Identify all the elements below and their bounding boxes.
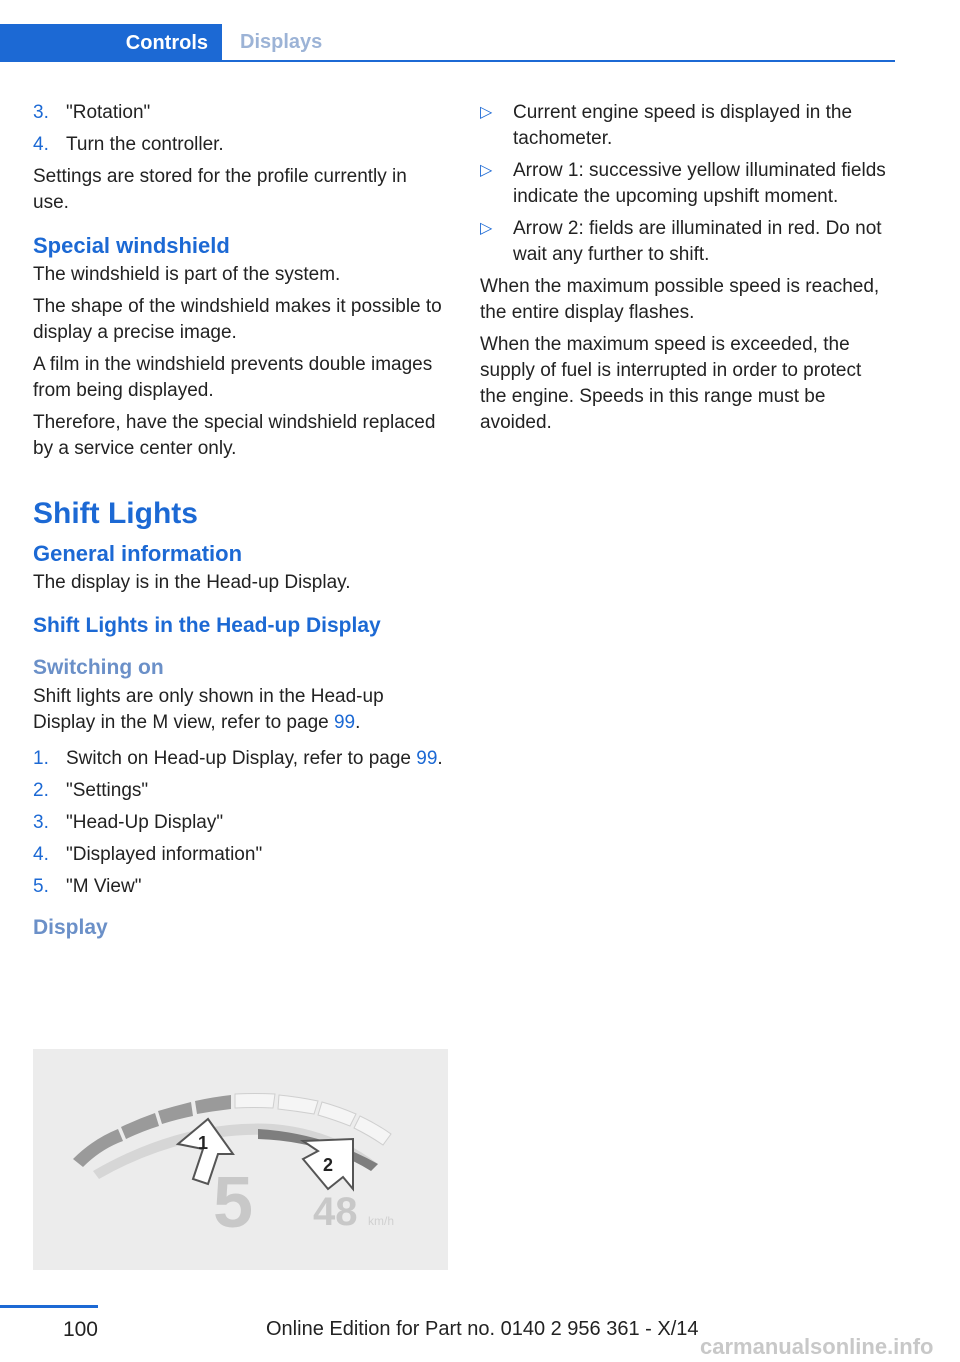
page-number: 100	[62, 1318, 98, 1341]
bullet-text: Arrow 1: successive yellow illuminated fields indicate the upcoming upshift moment.	[513, 160, 886, 207]
step-text: "Displayed information"	[66, 844, 263, 865]
display-heading: Display	[33, 916, 108, 939]
shift-lights-illustration	[33, 1049, 448, 1270]
gear-indicator: 5	[213, 1163, 254, 1243]
bullet-triangle-icon: ▷	[480, 220, 493, 237]
step-number: 4.	[33, 134, 49, 155]
list-item	[33, 810, 443, 836]
tab-displays[interactable]: Displays	[240, 30, 323, 53]
step-text: "Rotation"	[66, 102, 151, 123]
list-item	[33, 132, 443, 158]
tab-controls[interactable]: Controls	[0, 24, 222, 62]
list-item	[33, 746, 443, 772]
paragraph: The display is in the Head-up Display.	[33, 572, 351, 593]
paragraph	[33, 684, 443, 736]
text: Shift lights are only shown in the Head-up Display in the M view, refer to page	[33, 686, 384, 733]
page-header	[0, 24, 895, 62]
light-field	[195, 1095, 231, 1114]
text: .	[355, 712, 361, 733]
step-number: 2.	[33, 780, 49, 801]
text: .	[437, 748, 443, 769]
paragraph: The shape of the windshield makes it possible to display a precise image.	[33, 296, 442, 343]
light-field	[318, 1102, 356, 1126]
shift-lights-figure	[33, 1049, 448, 1270]
light-field	[121, 1113, 159, 1139]
list-item	[33, 100, 443, 126]
watermark: carmanualsonline.info	[700, 1334, 934, 1359]
paragraph: When the maximum possible speed is reached, the entire display flashes.	[480, 276, 880, 323]
arrow-1-label: 1	[198, 1133, 209, 1153]
page-link[interactable]: 99	[333, 712, 356, 733]
paragraph: Therefore, have the special windshield replaced by a service center only.	[33, 412, 436, 459]
step-number: 3.	[33, 102, 49, 123]
paragraph: A film in the windshield prevents double images from being displayed.	[33, 354, 433, 401]
steps-list	[33, 746, 443, 900]
list-item	[33, 874, 443, 900]
bullet-text: Current engine speed is displayed in the tachometer.	[513, 102, 853, 149]
list-item	[33, 778, 443, 804]
hud-heading: Shift Lights in the Head-up Display	[33, 614, 381, 637]
light-field	[354, 1116, 391, 1145]
settings-note: Settings are stored for the profile currently in use.	[33, 166, 407, 213]
step-number: 4.	[33, 844, 49, 865]
page-link[interactable]: 99	[416, 748, 438, 769]
step-text: Turn the controller.	[66, 134, 224, 155]
step-text: "M View"	[66, 876, 142, 897]
light-field	[158, 1102, 193, 1124]
general-info-heading: General information	[33, 541, 243, 566]
step-number: 3.	[33, 812, 49, 833]
step-text: Switch on Head-up Display, refer to page	[66, 748, 417, 769]
list-item	[33, 842, 443, 868]
bullet-triangle-icon: ▷	[480, 162, 493, 179]
paragraph: The windshield is part of the system.	[33, 264, 341, 285]
list-item	[480, 216, 890, 268]
switching-on-heading: Switching on	[33, 656, 164, 679]
paragraph: When the maximum speed is exceeded, the supply of fuel is interrupted in order to protect the engine. Speeds in this range must be avoided.	[480, 334, 862, 433]
bullet-text: Arrow 2: fields are illuminated in red. Do not wait any further to shift.	[513, 218, 882, 265]
bullet-list	[480, 100, 890, 268]
step-number: 5.	[33, 876, 49, 897]
edition-note: Online Edition for Part no. 0140 2 956 361 - X/14	[266, 1318, 699, 1340]
header-rule	[0, 60, 895, 62]
light-field	[235, 1094, 275, 1109]
step-text: "Head-Up Display"	[66, 812, 224, 833]
special-windshield-heading: Special windshield	[33, 233, 230, 258]
right-column	[480, 100, 890, 442]
arrow-2	[303, 1139, 353, 1189]
list-item	[480, 158, 890, 210]
list-item	[480, 100, 890, 152]
step-number: 1.	[33, 748, 49, 769]
steps-top-list	[33, 100, 443, 158]
step-text: "Settings"	[66, 780, 149, 801]
light-field	[278, 1095, 318, 1114]
speed-unit: km/h	[368, 1214, 395, 1228]
footer-rule	[0, 1305, 98, 1308]
bullet-triangle-icon: ▷	[480, 104, 493, 121]
speed-value: 48	[313, 1190, 358, 1234]
arrow-2-label: 2	[323, 1155, 334, 1175]
shift-lights-title: Shift Lights	[33, 497, 198, 530]
left-column	[33, 100, 443, 944]
